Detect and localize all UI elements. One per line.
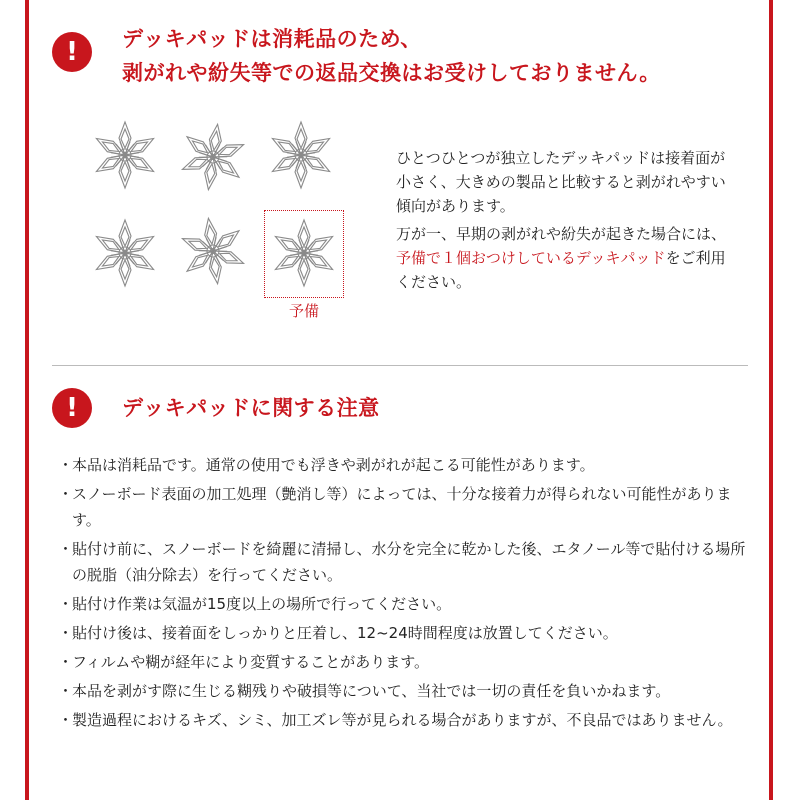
list-item-text: 貼付け作業は気温が15度以上の場所で行ってください。 — [72, 595, 452, 613]
bullet: ・ — [58, 540, 74, 558]
list-item-text: 本品を剥がす際に生じる糊残りや破損等について、当社では一切の責任を負いかねます。 — [72, 682, 671, 700]
exclamation-icon: ! — [52, 388, 92, 428]
list-item — [58, 649, 748, 675]
list-item — [58, 536, 748, 588]
reserve-snowflake-pad-icon — [269, 218, 339, 288]
description-p2-after: をご利用ください。 — [396, 249, 726, 291]
list-item — [58, 481, 748, 533]
snowflake-pad-icon — [178, 216, 248, 286]
snowflake-pad-icon — [90, 120, 160, 190]
section-divider — [52, 365, 748, 366]
bullet: ・ — [58, 653, 74, 671]
list-item-text: スノーボード表面の加工処理（艶消し等）によっては、十分な接着力が得られない可能性があります。 — [72, 485, 732, 529]
list-item — [58, 678, 748, 704]
bullet: ・ — [58, 624, 74, 642]
list-item — [58, 707, 748, 733]
description-paragraph-1: ひとつひとつが独立したデッキパッドは接着面が小さく、大きめの製品と比較すると剥がれやすい傾向があります。 — [396, 149, 726, 215]
bullet: ・ — [58, 711, 74, 729]
list-item-text: 製造過程におけるキズ、シミ、加工ズレ等が見られる場合がありますが、不良品ではありません。 — [72, 711, 733, 729]
exclamation-icon: ! — [52, 32, 92, 72]
bullet: ・ — [58, 485, 74, 503]
snowflake-pad-icon — [266, 120, 336, 190]
list-item-text: 貼付け前に、スノーボードを綺麗に清掃し、水分を完全に乾かした後、エタノール等で貼付ける場所の脱脂（油分除去）を行ってください。 — [72, 540, 746, 584]
description-p2-highlight: 予備で１個おつけしているデッキパッド — [396, 249, 666, 267]
return-policy-title-line1: デッキパッドは消耗品のため、 — [122, 27, 422, 51]
list-item-text: フィルムや糊が経年により変質することがあります。 — [72, 653, 430, 671]
bullet: ・ — [58, 595, 74, 613]
reserve-label: 予備 — [289, 302, 320, 320]
description-p2-before: 万が一、早期の剥がれや紛失が起きた場合には、 — [396, 225, 727, 243]
caution-list — [58, 452, 748, 736]
list-item — [58, 620, 748, 646]
list-item — [58, 452, 748, 478]
list-item-text: 貼付け後は、接着面をしっかりと圧着し、12~24時間程度は放置してください。 — [72, 624, 618, 642]
snowflake-pad-icon — [90, 218, 160, 288]
bullet: ・ — [58, 456, 74, 474]
bullet: ・ — [58, 682, 74, 700]
snowflake-pad-icon — [178, 122, 248, 192]
description-paragraph-2 — [396, 222, 736, 294]
list-item — [58, 591, 748, 617]
return-policy-title — [122, 22, 742, 90]
description — [396, 146, 736, 298]
return-policy-title-line2: 剥がれや紛失等での返品交換はお受けしておりません。 — [122, 61, 661, 85]
list-item-text: 本品は消耗品です。通常の使用でも浮きや剥がれが起こる可能性があります。 — [72, 456, 595, 474]
caution-title: デッキパッドに関する注意 — [122, 396, 380, 420]
